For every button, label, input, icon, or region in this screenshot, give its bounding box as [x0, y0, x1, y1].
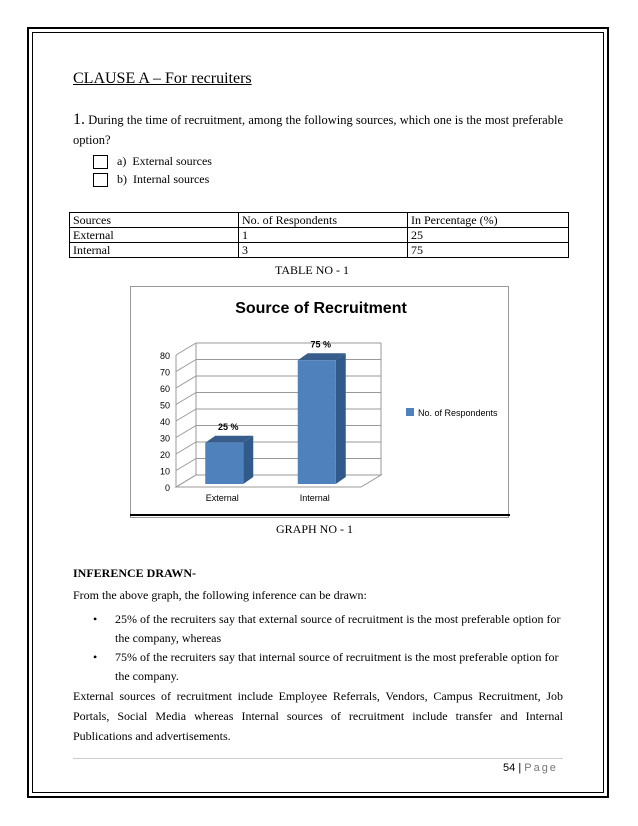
gridline-depth [176, 459, 196, 471]
table-cell: Internal [70, 243, 239, 258]
respondents-table [69, 212, 569, 258]
x-tick-label: Internal [299, 493, 330, 503]
table-cell: 3 [239, 243, 408, 258]
question [73, 110, 563, 150]
y-tick-label: 50 [159, 400, 170, 411]
bar [205, 443, 243, 484]
gridline-depth [176, 360, 196, 372]
table-row [70, 243, 569, 258]
footer-rule [73, 758, 563, 759]
option-b-text: Internal sources [133, 172, 210, 186]
x-tick-label: External [205, 493, 239, 503]
bullet-icon: • [93, 650, 98, 664]
table-cell: 75 [408, 243, 569, 258]
option-b-label: b) [117, 172, 127, 186]
list-item [93, 610, 563, 648]
option-b-checkbox[interactable] [93, 173, 108, 187]
bar [298, 360, 336, 484]
chart-title: Source of Recruitment [235, 300, 407, 317]
table-cell: External [70, 228, 239, 243]
table-row [70, 228, 569, 243]
page-footer [503, 762, 558, 774]
table-header: No. of Respondents [239, 213, 408, 228]
option-a-text: External sources [132, 154, 212, 168]
inference-bullets [93, 610, 563, 686]
bar-side [243, 436, 253, 484]
table-cell: 25 [408, 228, 569, 243]
table-cell: 1 [239, 228, 408, 243]
chart-bottom-rule [130, 514, 510, 516]
inference-intro: From the above graph, the following inference can be drawn: [73, 588, 367, 602]
gridline-depth [176, 409, 196, 421]
recruitment-chart [131, 287, 508, 517]
y-tick-label: 80 [159, 351, 170, 361]
data-label: 25 % [217, 421, 239, 432]
gridline-depth [176, 393, 196, 405]
option-b[interactable] [93, 172, 209, 187]
y-tick-label: 0 [164, 483, 170, 493]
gridline-depth [176, 343, 196, 355]
data-label: 75 % [310, 339, 332, 350]
option-a-checkbox[interactable] [93, 155, 108, 169]
y-tick-label: 70 [159, 367, 170, 378]
clause-title: CLAUSE A – For recruiters [73, 70, 252, 87]
y-tick-label: 30 [159, 433, 170, 444]
list-item [93, 648, 563, 686]
y-tick-label: 20 [159, 450, 170, 460]
bullet-text: 75% of the recruiters say that internal source of recruitment is the most preferable option for the company. [115, 650, 559, 683]
bar-side [336, 353, 346, 484]
table-caption: TABLE NO - 1 [275, 263, 350, 277]
page-label: Page [524, 762, 558, 774]
y-tick-label: 10 [159, 466, 170, 477]
legend-label: No. of Respondents [418, 408, 498, 418]
chart-container [130, 286, 509, 518]
question-number: 1. [73, 111, 85, 128]
gridline-depth [176, 442, 196, 454]
inference-heading: INFERENCE DRAWN- [73, 566, 197, 580]
page-number: 54 [503, 762, 516, 774]
page-separator: | [518, 762, 522, 774]
inference-paragraph: External sources of recruitment include Employee Referrals, Vendors, Campus Recruitment, Job Portals, Social Media whereas Internal sources of recruitment include transfer and Internal Publications and advertisements. [73, 689, 563, 743]
table-header-row [70, 213, 569, 228]
table-header: Sources [70, 213, 239, 228]
bullet-icon: • [93, 612, 98, 626]
option-a[interactable] [93, 154, 212, 169]
y-tick-label: 40 [159, 417, 170, 427]
gridline-depth [176, 426, 196, 438]
y-tick-label: 60 [159, 384, 170, 394]
gridline-depth [176, 376, 196, 388]
table-header: In Percentage (%) [408, 213, 569, 228]
option-a-label: a) [117, 154, 127, 168]
question-text: During the time of recruitment, among the following sources, which one is the most preferable option? [73, 113, 563, 147]
bullet-text: 25% of the recruiters say that external source of recruitment is the most preferable option for the company, whereas [115, 612, 561, 645]
legend-swatch [406, 408, 414, 416]
graph-caption: GRAPH NO - 1 [276, 522, 354, 536]
